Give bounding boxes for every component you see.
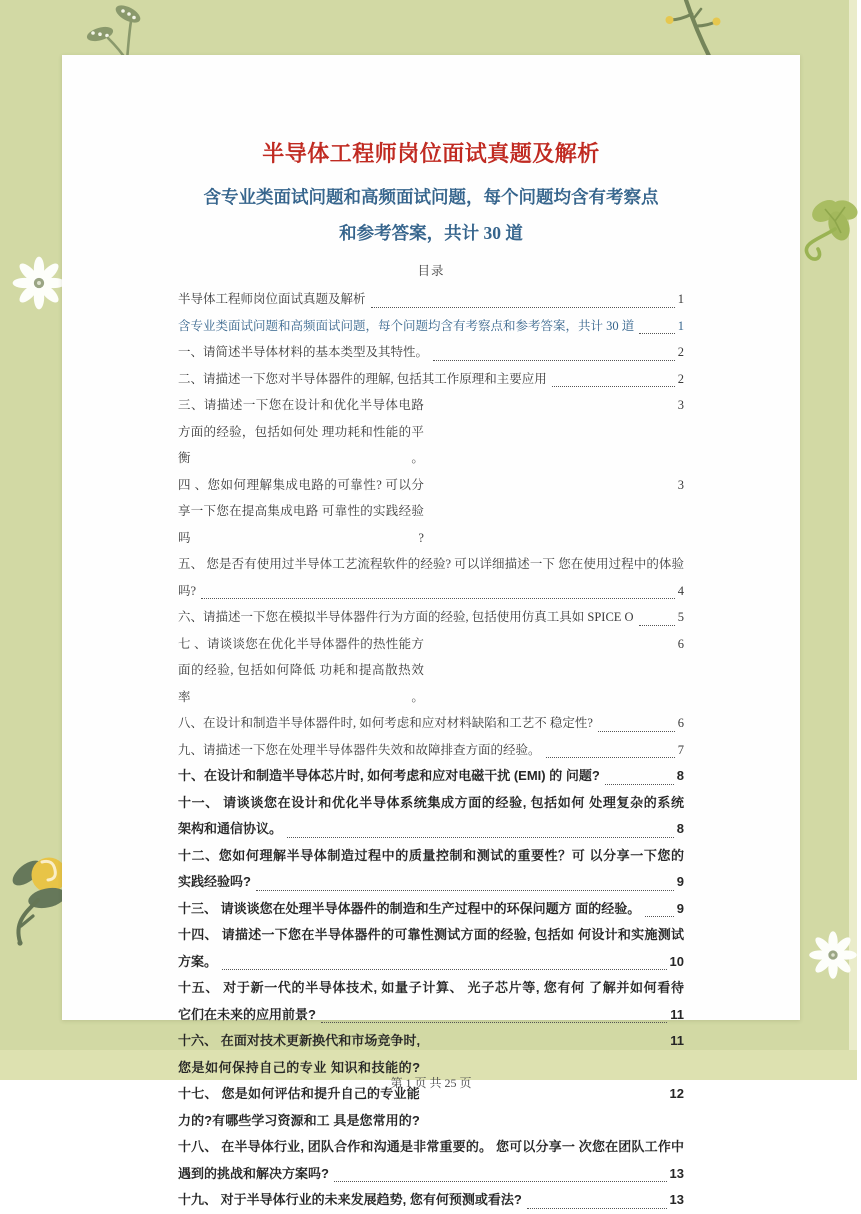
- toc-entry[interactable]: [178, 286, 684, 313]
- toc-entry[interactable]: [178, 551, 684, 604]
- toc-entry[interactable]: [178, 392, 684, 472]
- toc-entry-text: 架构和通信协议。: [178, 821, 283, 836]
- toc-entry[interactable]: [178, 1134, 684, 1187]
- toc-page-number: 1: [677, 292, 684, 306]
- toc-page-number: 6: [677, 716, 684, 730]
- toc-dot-leader: [552, 386, 675, 387]
- toc-entry-text: 九、请描述一下您在处理半导体器件失效和故障排查方面的经验。: [178, 742, 541, 757]
- toc-dot-leader: [433, 360, 675, 361]
- toc-entry-text: 六、请描述一下您在模拟半导体器件行为方面的经验, 包括使用仿真工具如 SPICE O: [178, 610, 634, 624]
- toc-page-number: 2: [677, 371, 684, 386]
- toc-entry-text: 三、请描述一下您在设计和优化半导体电路方面的经验，包括如何处 理功耗和性能的平衡。: [178, 398, 424, 465]
- toc-dot-leader: [321, 1022, 667, 1023]
- toc-page-number: 12: [669, 1086, 684, 1101]
- toc-page-number: 13: [669, 1165, 684, 1181]
- toc-entry-text: 吗?: [178, 583, 197, 598]
- toc-dot-leader: [334, 1181, 667, 1182]
- toc-page-number: 11: [670, 1006, 684, 1022]
- toc-entry-text: 实践经验吗?: [178, 874, 251, 889]
- toc-entry-text: 十八、 在半导体行业, 团队合作和沟通是非常重要的。 您可以分享一 次您在团队工作中: [178, 1139, 684, 1154]
- toc-page-number: 9: [676, 900, 684, 916]
- toc-entry-text: 十、在设计和制造半导体芯片时, 如何考虑和应对电磁干扰 (EMI) 的 问题?: [178, 768, 600, 783]
- toc-page-number: 10: [669, 953, 684, 969]
- daisy-flower-icon: [8, 252, 70, 314]
- toc-entry[interactable]: [178, 313, 684, 340]
- toc-entry-text: 含专业类面试问题和高频面试问题，每个问题均含有考察点和参考答案，共计 30 道: [178, 318, 635, 333]
- toc-dot-leader: [546, 757, 675, 758]
- toc-dot-leader: [639, 625, 675, 626]
- toc-entry[interactable]: [178, 631, 684, 711]
- toc-page-number: 3: [677, 477, 684, 492]
- toc-entry-text: 八、在设计和制造半导体器件时, 如何考虑和应对材料缺陷和工艺不 稳定性?: [178, 716, 593, 730]
- toc-entry[interactable]: [178, 790, 684, 843]
- toc-entry[interactable]: [178, 472, 684, 552]
- toc-dot-leader: [605, 784, 674, 785]
- toc-entry[interactable]: [178, 339, 684, 366]
- subtitle-line-2: 和参考答案，共计 30 道: [339, 223, 523, 243]
- subtitle-line-1: 含专业类面试问题和高频面试问题，每个问题均含有考察点: [203, 187, 659, 207]
- toc-page-number: 6: [677, 636, 684, 651]
- toc-entry[interactable]: [178, 975, 684, 1028]
- toc-page-number: 11: [670, 1033, 684, 1048]
- document-title: 半导体工程师岗位面试真题及解析: [262, 141, 600, 166]
- toc-dot-leader: [256, 890, 674, 891]
- toc-entry[interactable]: [178, 896, 684, 923]
- toc-entry-text: 二、请描述一下您对半导体器件的理解, 包括其工作原理和主要应用: [178, 371, 547, 386]
- page-number-footer: 第 1 页 共 25 页: [390, 1076, 472, 1090]
- toc-dot-leader: [222, 969, 667, 970]
- toc-entry-text: 一、请简述半导体材料的基本类型及其特性。: [178, 345, 429, 359]
- toc-entry-text: 方案。: [178, 953, 218, 969]
- toc-dot-leader: [201, 598, 675, 599]
- toc-entry-text: 它们在未来的应用前景?: [178, 1006, 316, 1022]
- toc-entry-text: 半导体工程师岗位面试真题及解析: [178, 292, 366, 306]
- toc-entry[interactable]: [178, 737, 684, 764]
- toc-entry-text: 十六、 在面对技术更新换代和市场竞争时, 您是如何保持自己的专业 知识和技能的?: [178, 1033, 421, 1075]
- background-right-strip: [849, 0, 857, 1080]
- toc-entry[interactable]: [178, 604, 684, 631]
- toc-page-number: 13: [669, 1192, 684, 1207]
- toc-entry-text: 十九、 对于半导体行业的未来发展趋势, 您有何预测或看法?: [178, 1192, 522, 1207]
- toc-dot-leader: [287, 837, 674, 838]
- toc-dot-leader: [639, 333, 674, 334]
- toc-page-number: 3: [677, 398, 684, 412]
- toc-entry[interactable]: [178, 1187, 684, 1214]
- toc-page-number: 9: [676, 874, 684, 889]
- toc-entry-text: 十七、 您是如何评估和提升自己的专业能力的?有哪些学习资源和工 具是您常用的?: [178, 1086, 420, 1128]
- toc-dot-leader: [598, 731, 675, 732]
- toc-entry-text: 十二、您如何理解半导体制造过程中的质量控制和测试的重要性？可 以分享一下您的: [178, 847, 684, 863]
- toc-page-number: 1: [677, 318, 684, 333]
- toc-entry-text: 十五、 对于新一代的半导体技术, 如量子计算、 光子芯片等, 您有何 了解并如何看待: [178, 980, 684, 995]
- toc-page-number: 8: [676, 768, 684, 783]
- toc-entry[interactable]: [178, 710, 684, 737]
- toc-entry-text: 十四、 请描述一下您在半导体器件的可靠性测试方面的经验, 包括如 何设计和实施测试: [178, 927, 684, 942]
- toc-entry-text: 四 、您如何理解集成电路的可靠性? 可以分享一下您在提高集成电路 可靠性的实践经验吗?: [178, 477, 424, 545]
- toc-entry-text: 十一、 请谈谈您在设计和优化半导体系统集成方面的经验, 包括如何 处理复杂的系统: [178, 794, 684, 810]
- toc-entry-text: 七 、请谈谈您在优化半导体器件的热性能方面的经验, 包括如何降低 功耗和提高散热效率 。: [178, 636, 424, 704]
- leaf-curl-icon: [795, 195, 857, 275]
- toc-dot-leader: [645, 916, 674, 917]
- toc-entry[interactable]: [178, 366, 684, 393]
- toc-entry[interactable]: [178, 843, 684, 896]
- toc-page-number: 2: [677, 345, 684, 359]
- toc-dot-leader: [371, 307, 675, 308]
- toc-page-number: 4: [677, 583, 684, 598]
- toc-page-number: 7: [677, 742, 684, 757]
- toc-page-number: 5: [677, 610, 684, 624]
- toc-entry-text: 遇到的挑战和解决方案吗?: [178, 1165, 329, 1181]
- toc-page-number: 8: [676, 821, 684, 836]
- toc-entry[interactable]: [178, 922, 684, 975]
- document-subtitle: [178, 179, 684, 251]
- seedpod-sprout-icon: [84, 2, 148, 62]
- toc-dot-leader: [527, 1208, 667, 1209]
- toc-entry-text: 五、 您是否有使用过半导体工艺流程软件的经验? 可以详细描述一下 您在使用过程中的体验: [178, 557, 684, 571]
- document-page: [62, 55, 800, 1207]
- toc-heading: 目录: [417, 264, 445, 278]
- berry-branch-icon: [664, 0, 722, 58]
- toc-entry[interactable]: [178, 763, 684, 790]
- toc-entry-text: 十三、 请谈谈您在处理半导体器件的制造和生产过程中的环保问题方 面的经验。: [178, 900, 641, 916]
- page-content: [62, 139, 800, 1207]
